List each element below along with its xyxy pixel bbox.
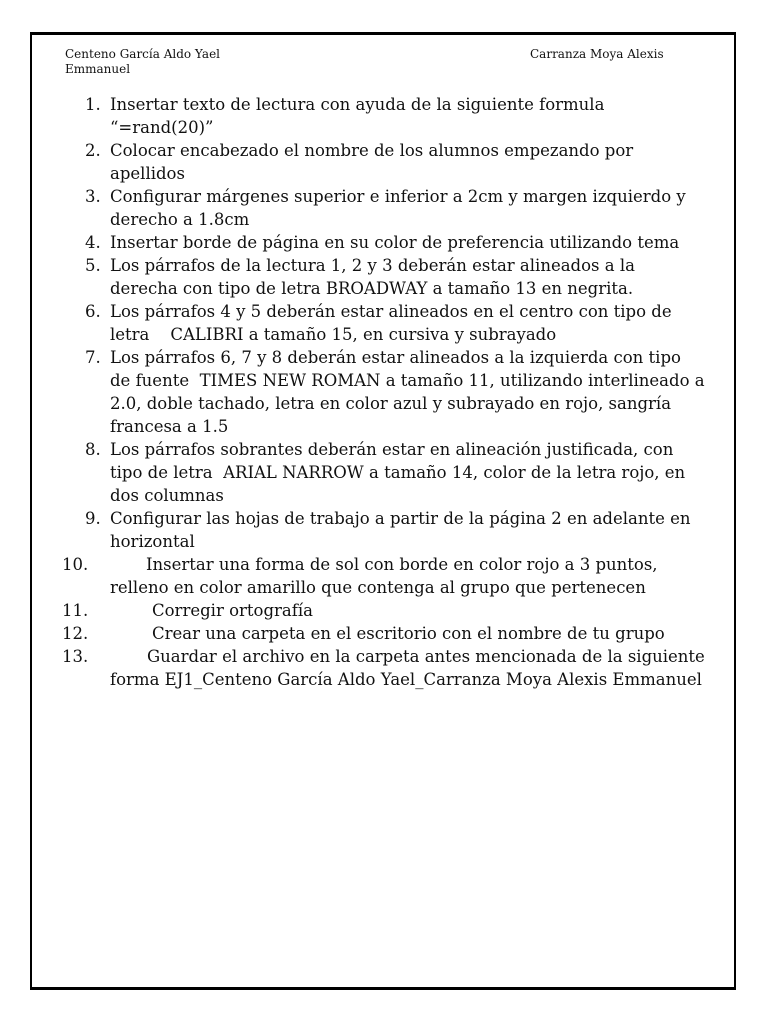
list-item-number: 6.: [85, 302, 101, 321]
list-item: [87, 139, 705, 185]
list-item: [85, 346, 710, 438]
list-item-number: 11.: [62, 601, 89, 620]
list-item: [87, 438, 705, 507]
list-item-number: 3.: [85, 187, 101, 206]
list-item-number: 9.: [85, 509, 101, 528]
list-item-text: Insertar borde de página en su color de preferencia utilizando tema: [110, 233, 680, 252]
list-item-text: Guardar el archivo en la carpeta antes mencionada de la siguiente forma EJ1_Centeno García Aldo Yael_Carranza Moya Alexis Emmanuel: [110, 647, 705, 689]
list-item: [62, 622, 705, 645]
list-item: [62, 599, 705, 622]
list-item-number: 10.: [62, 555, 89, 574]
list-item-number: 12.: [62, 624, 89, 643]
list-item: [62, 553, 705, 599]
list-item-text: Insertar una forma de sol con borde en color rojo a 3 puntos, relleno en color amarillo que contenga al grupo que pertenecen: [110, 555, 658, 597]
list-item: [87, 507, 705, 553]
list-item: [87, 93, 705, 139]
list-item-number: 7.: [85, 348, 101, 367]
document-page: [30, 32, 736, 990]
list-item: [87, 185, 705, 231]
list-item: [62, 645, 705, 691]
list-item-number: 1.: [85, 95, 101, 114]
header-left-name: Centeno García Aldo Yael Emmanuel: [65, 47, 221, 76]
list-item-text: Configurar márgenes superior e inferior a 2cm y margen izquierdo y derecho a 1.8cm: [110, 187, 686, 229]
instruction-list: [62, 93, 710, 691]
list-item-text: Crear una carpeta en el escritorio con el nombre de tu grupo: [152, 624, 665, 643]
list-item: [87, 300, 705, 346]
list-item-number: 13.: [62, 647, 89, 666]
list-item-number: 8.: [85, 440, 101, 459]
list-item: [87, 231, 705, 254]
list-item-text: Insertar texto de lectura con ayuda de la siguiente formula “=rand(20)”: [110, 95, 605, 137]
list-item: [87, 254, 705, 300]
list-item-text: Los párrafos de la lectura 1, 2 y 3 deberán estar alineados a la derecha con tipo de letra BROADWAY a tamaño 13 en negrita.: [110, 256, 635, 298]
list-item-text: Colocar encabezado el nombre de los alumnos empezando por apellidos: [110, 141, 634, 183]
header-right-name: Carranza Moya Alexis: [530, 47, 664, 61]
list-item-text: Los párrafos sobrantes deberán estar en alineación justificada, con tipo de letra ARIAL NARROW a tamaño 14, color de la letra rojo, en dos columnas: [110, 440, 691, 505]
list-item-number: 5.: [85, 256, 101, 275]
list-item-text: Los párrafos 6, 7 y 8 deberán estar alineados a la izquierda con tipo de fuente TIMES NEW ROMAN a tamaño 11, utilizando interlineado a 2.0, doble tachado, letra en color azul y subrayado en rojo, sangría francesa a 1.5: [110, 348, 710, 436]
list-item-text: Los párrafos 4 y 5 deberán estar alineados en el centro con tipo de letra CALIBRI a tamaño 15, en cursiva y subrayado: [110, 302, 677, 344]
list-item-number: 2.: [85, 141, 101, 160]
list-item-text: Configurar las hojas de trabajo a partir de la página 2 en adelante en horizontal: [110, 509, 691, 551]
list-item-text: Corregir ortografía: [152, 601, 313, 620]
list-item-number: 4.: [85, 233, 101, 252]
